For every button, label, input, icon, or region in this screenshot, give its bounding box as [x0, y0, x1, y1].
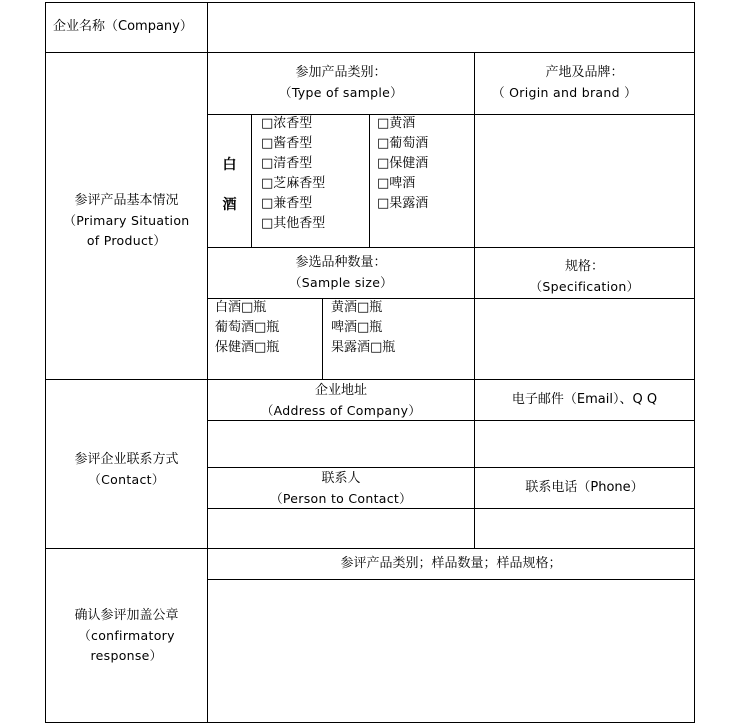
divider-product	[45, 379, 695, 380]
divider-baijiu-char-col	[251, 114, 252, 247]
origin-header-cn: 产地及品牌：	[545, 65, 624, 80]
quantity-header	[208, 253, 474, 293]
checkbox-pijiu[interactable]: □啤酒	[377, 176, 416, 191]
phone-field[interactable]	[477, 511, 691, 546]
confirm-label-en-2: response）	[90, 648, 163, 663]
divider-company	[45, 52, 695, 53]
checkbox-zhimaxiang[interactable]: □芝麻香型	[261, 176, 326, 191]
confirm-section-label	[46, 606, 207, 666]
email-field[interactable]	[477, 423, 691, 465]
person-header	[208, 469, 474, 509]
quantity-list-right	[331, 298, 395, 358]
confirm-header: 参评产品类别；样品数量；样品规格；	[340, 556, 562, 571]
person-header-cn: 联系人	[321, 471, 361, 486]
checkbox-jianxiang[interactable]: □兼香型	[261, 196, 313, 211]
checkbox-qingxiang[interactable]: □清香型	[261, 156, 313, 171]
quantity-pijiu[interactable]: 啤酒□瓶	[331, 320, 383, 335]
person-field[interactable]	[210, 511, 471, 546]
contact-label-en: （Contact）	[88, 472, 165, 487]
other-type-list	[377, 114, 428, 214]
company-label: 企业名称（Company）	[53, 19, 193, 34]
divider-type-body	[207, 247, 695, 248]
contact-label-cn: 参评企业联系方式	[74, 452, 179, 467]
phone-header: 联系电话（Phone）	[525, 480, 644, 495]
divider-confirm-header	[207, 579, 695, 580]
address-header-en: （Address of Company）	[260, 403, 422, 418]
confirm-stamp-area[interactable]	[210, 582, 691, 720]
quantity-guolujiu[interactable]: 果露酒□瓶	[331, 340, 396, 355]
quantity-list-left	[215, 298, 279, 358]
confirm-label-en-1: （confirmatory	[78, 628, 175, 643]
email-header: 电子邮件（Email）、Q Q	[511, 392, 658, 407]
origin-header-en: （ Origin and brand ）	[492, 85, 637, 100]
spec-header	[475, 257, 694, 297]
baijiu-char-2: 酒	[222, 197, 237, 213]
divider-quantity-header	[207, 298, 695, 299]
divider-contact	[45, 548, 695, 549]
checkbox-putaojiu[interactable]: □葡萄酒	[377, 136, 429, 151]
quantity-header-cn: 参选品种数量：	[295, 255, 387, 270]
divider-address-body	[207, 467, 695, 468]
checkbox-nongxiang[interactable]: □浓香型	[261, 116, 313, 131]
label-column-divider	[207, 2, 208, 723]
specification-field[interactable]	[477, 301, 691, 376]
address-header-cn: 企业地址	[314, 383, 367, 398]
address-field[interactable]	[210, 423, 471, 465]
product-section-label	[46, 191, 207, 251]
type-header-en: （Type of sample）	[279, 85, 403, 100]
type-header-cn: 参加产品类别：	[295, 65, 387, 80]
quantity-huangjiu[interactable]: 黄酒□瓶	[331, 300, 383, 315]
product-label-en-1: （Primary Situation	[63, 213, 190, 228]
product-label-en-2: of Product）	[86, 233, 167, 248]
checkbox-other-xiang[interactable]: □其他香型	[261, 216, 326, 231]
quantity-baojianjiu[interactable]: 保健酒□瓶	[215, 340, 280, 355]
checkbox-guolujiu[interactable]: □果露酒	[377, 196, 429, 211]
quantity-putaojiu[interactable]: 葡萄酒□瓶	[215, 320, 280, 335]
company-value-field[interactable]	[210, 5, 692, 50]
confirm-label-cn: 确认参评加盖公章	[74, 608, 179, 623]
baijiu-char-1: 白	[222, 157, 237, 173]
quantity-header-en: （Sample size）	[289, 275, 393, 290]
divider-baijiu-types-col	[369, 114, 370, 247]
origin-brand-field[interactable]	[477, 117, 691, 245]
quantity-baijiu[interactable]: 白酒□瓶	[215, 300, 267, 315]
checkbox-huangjiu[interactable]: □黄酒	[377, 116, 416, 131]
origin-header	[475, 63, 694, 103]
table-border-top	[45, 2, 695, 3]
checkbox-baojianjiu[interactable]: □保健酒	[377, 156, 429, 171]
baijiu-type-list	[261, 114, 325, 234]
spec-header-cn: 规格：	[564, 259, 604, 274]
table-border-right	[694, 2, 695, 723]
person-header-en: （Person to Contact）	[270, 491, 412, 506]
divider-quantity-col	[322, 298, 323, 379]
checkbox-jiangxiang[interactable]: □酱香型	[261, 136, 313, 151]
contact-section-label	[46, 450, 207, 490]
spec-header-en: （Specification）	[529, 279, 640, 294]
product-label-cn: 参评产品基本情况	[74, 193, 179, 208]
address-header	[208, 381, 474, 421]
